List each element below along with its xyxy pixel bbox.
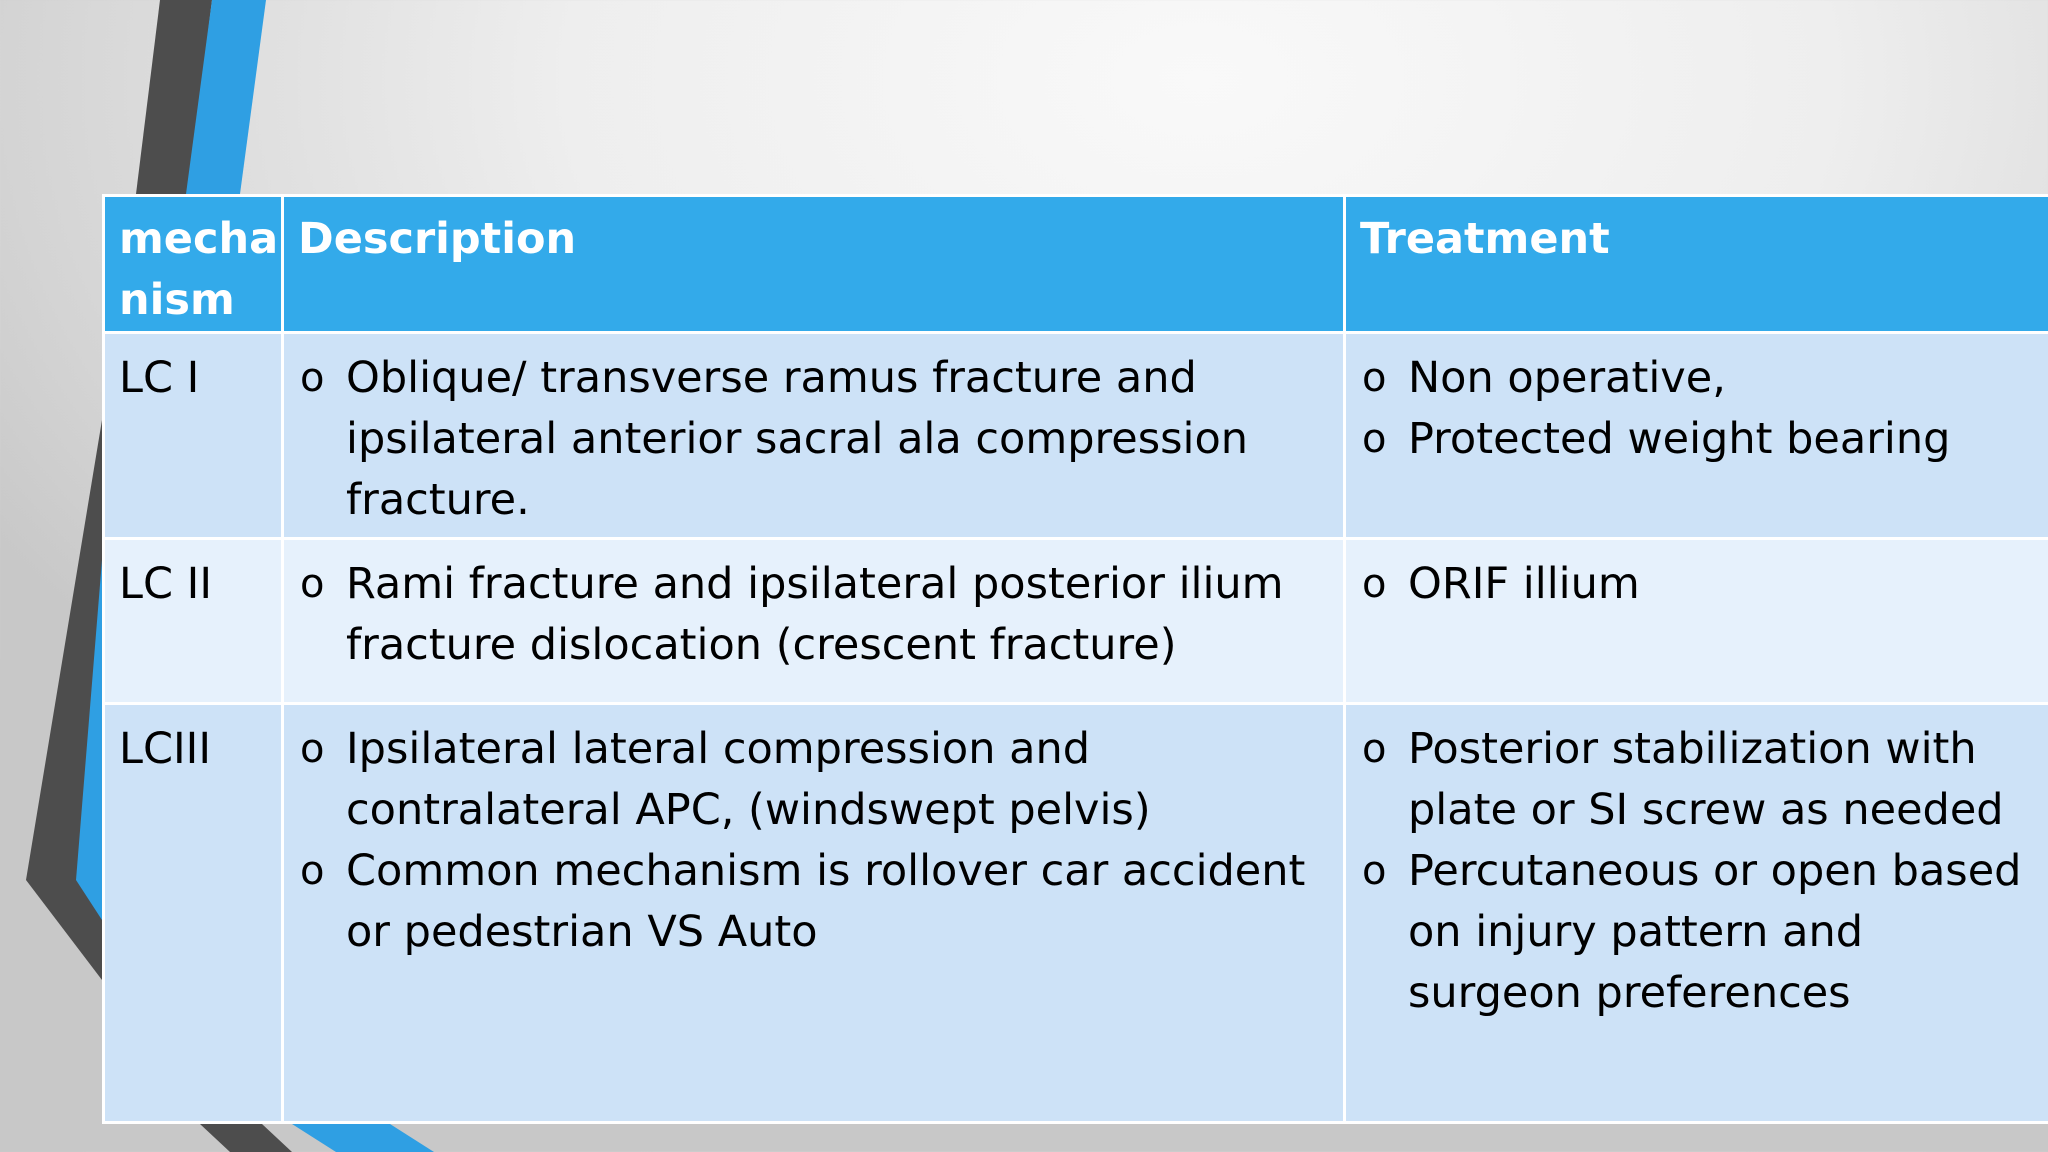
list-item (298, 841, 1329, 963)
bullet-circle-icon: o (1362, 561, 1387, 607)
list-item-text: Protected weight bearing (1408, 414, 1951, 464)
description-list (298, 719, 1329, 963)
description-cell (283, 333, 1345, 539)
list-item (1360, 719, 2034, 841)
treatment-list (1360, 554, 2034, 615)
description-cell (283, 539, 1345, 704)
bullet-circle-icon: o (1362, 416, 1387, 462)
mechanism-cell: LC I (104, 333, 283, 539)
list-item-text: Common mechanism is rollover car accident or pedestrian VS Auto (346, 846, 1306, 957)
list-item-text: Percutaneous or open based on injury pattern and surgeon preferences (1408, 846, 2022, 1018)
list-item-text: ORIF illium (1408, 559, 1640, 609)
header-mechanism: mecha nism (104, 196, 283, 333)
list-item (1360, 554, 2034, 615)
list-item (298, 719, 1329, 841)
list-item (1360, 348, 2034, 409)
bullet-circle-icon: o (1362, 726, 1387, 772)
dark-stripe-bottom (200, 1124, 292, 1152)
list-item-text: Rami fracture and ipsilateral posterior ilium fracture dislocation (crescent fracture) (346, 559, 1284, 670)
bullet-circle-icon: o (1362, 848, 1387, 894)
treatment-cell (1345, 704, 2048, 1123)
description-list (298, 348, 1329, 531)
description-cell (283, 704, 1345, 1123)
mechanism-cell: LC II (104, 539, 283, 704)
table-row-lc2 (104, 539, 2048, 704)
bullet-circle-icon: o (300, 726, 325, 772)
mechanism-cell: LCIII (104, 704, 283, 1123)
bullet-circle-icon: o (300, 355, 325, 401)
list-item (1360, 841, 2034, 1024)
fracture-classification-table (102, 194, 2048, 1124)
header-treatment: Treatment (1345, 196, 2048, 333)
table-header-row (104, 196, 2048, 333)
list-item (298, 554, 1329, 676)
blue-stripe-bottom (292, 1124, 434, 1152)
table-row-lc3 (104, 704, 2048, 1123)
table-row-lc1 (104, 333, 2048, 539)
bullet-circle-icon: o (1362, 355, 1387, 401)
bullet-circle-icon: o (300, 561, 325, 607)
treatment-list (1360, 348, 2034, 470)
list-item-text: Oblique/ transverse ramus fracture and ipsilateral anterior sacral ala compression fracture. (346, 353, 1249, 525)
header-description: Description (283, 196, 1345, 333)
list-item-text: Non operative, (1408, 353, 1726, 403)
list-item-text: Posterior stabilization with plate or SI screw as needed (1408, 724, 2004, 835)
list-item-text: Ipsilateral lateral compression and contralateral APC, (windswept pelvis) (346, 724, 1151, 835)
list-item (298, 348, 1329, 531)
treatment-list (1360, 719, 2034, 1024)
description-list (298, 554, 1329, 676)
treatment-cell (1345, 539, 2048, 704)
bullet-circle-icon: o (300, 848, 325, 894)
treatment-cell (1345, 333, 2048, 539)
list-item (1360, 409, 2034, 470)
